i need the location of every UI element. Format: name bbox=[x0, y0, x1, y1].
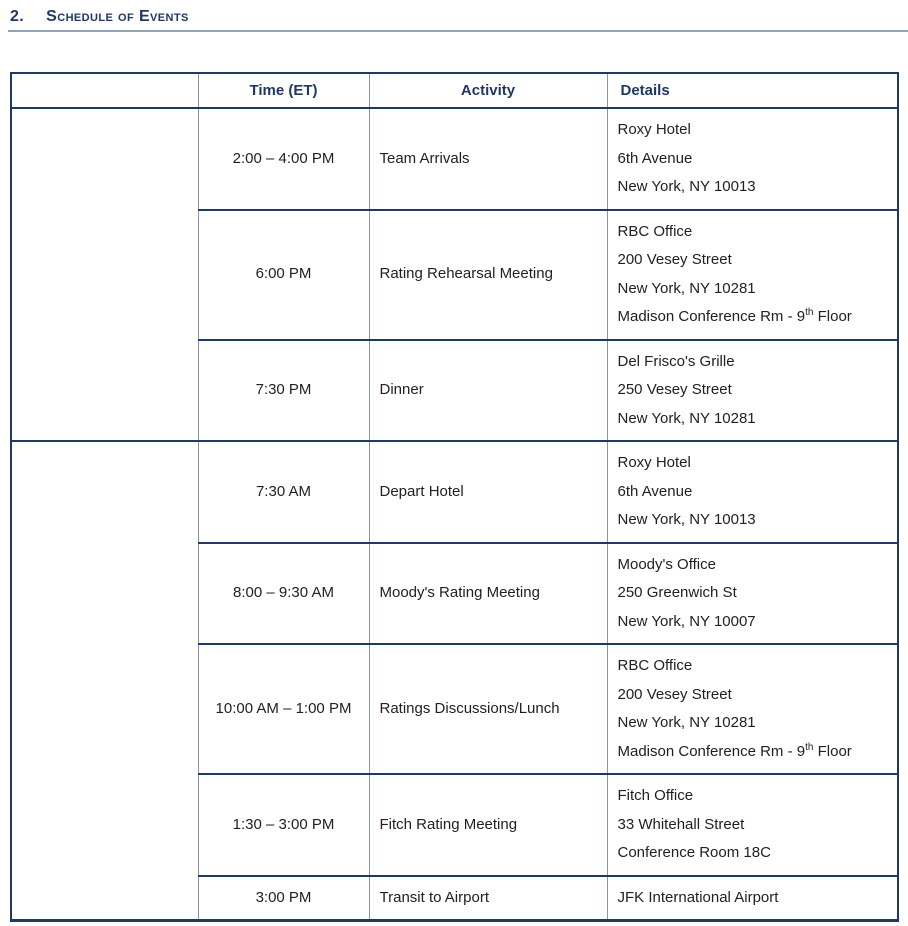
activity-cell: Ratings Discussions/Lunch bbox=[369, 644, 607, 774]
section-title: Schedule of Events bbox=[46, 8, 189, 25]
day-cell bbox=[11, 108, 198, 441]
day-label-line2: August 1st bbox=[68, 276, 141, 295]
day-label-line2: August 2nd bbox=[67, 682, 143, 701]
detail-line: Madison Conference Rm - 9th Floor bbox=[617, 307, 852, 325]
day-label-line1: Tuesday, bbox=[73, 252, 137, 270]
detail-line: JFK International Airport bbox=[617, 888, 779, 906]
table-row bbox=[11, 441, 898, 543]
header-row bbox=[11, 73, 898, 108]
details-cell bbox=[607, 340, 898, 442]
activity-cell: Rating Rehearsal Meeting bbox=[369, 210, 607, 340]
header-activity: Activity bbox=[369, 73, 607, 108]
activity-cell: Fitch Rating Meeting bbox=[369, 774, 607, 876]
detail-line: Roxy Hotel bbox=[617, 121, 691, 138]
time-cell: 7:30 AM bbox=[198, 441, 369, 543]
detail-line: New York, NY 10007 bbox=[617, 612, 756, 630]
time-cell: 3:00 PM bbox=[198, 876, 369, 921]
details-cell bbox=[607, 876, 898, 921]
time-cell: 6:00 PM bbox=[198, 210, 369, 340]
detail-line: Del Frisco's Grille bbox=[617, 352, 735, 370]
activity-cell: Moody's Rating Meeting bbox=[369, 543, 607, 645]
detail-line: RBC Office bbox=[617, 222, 693, 240]
detail-line: 33 Whitehall Street bbox=[617, 815, 745, 833]
table-body bbox=[11, 108, 898, 921]
table-header bbox=[11, 73, 898, 108]
header-day bbox=[11, 73, 198, 108]
detail-line: 250 Vesey Street bbox=[617, 381, 732, 398]
details-cell bbox=[607, 108, 898, 210]
detail-line: Roxy Hotel bbox=[617, 454, 691, 471]
detail-line: Fitch Office bbox=[617, 787, 694, 804]
details-cell bbox=[607, 210, 898, 340]
activity-cell: Dinner bbox=[369, 340, 607, 442]
details-cell bbox=[607, 543, 898, 645]
time-cell: 7:30 PM bbox=[198, 340, 369, 442]
detail-line: 250 Greenwich St bbox=[617, 584, 737, 601]
activity-cell: Depart Hotel bbox=[369, 441, 607, 543]
detail-line: New York, NY 10281 bbox=[617, 409, 756, 427]
day-cell bbox=[11, 441, 198, 921]
detail-line: 200 Vesey Street bbox=[617, 685, 732, 703]
details-cell bbox=[607, 644, 898, 774]
section-number: 2. bbox=[10, 8, 25, 25]
activity-cell: Transit to Airport bbox=[369, 876, 607, 921]
detail-line: Moody's Office bbox=[617, 555, 716, 573]
time-cell: 8:00 – 9:30 AM bbox=[198, 543, 369, 645]
detail-line: New York, NY 10281 bbox=[617, 279, 756, 297]
day-label-line1: Wednesday, bbox=[61, 658, 148, 676]
detail-line: 6th Avenue bbox=[617, 482, 693, 500]
detail-line: Conference Room 18C bbox=[617, 844, 771, 861]
details-cell bbox=[607, 774, 898, 876]
schedule-table bbox=[10, 72, 899, 922]
detail-line: New York, NY 10013 bbox=[617, 178, 756, 195]
detail-line: 6th Avenue bbox=[617, 149, 693, 167]
detail-line: RBC Office bbox=[617, 657, 693, 674]
header-time: Time (ET) bbox=[198, 73, 369, 108]
time-cell: 1:30 – 3:00 PM bbox=[198, 774, 369, 876]
section-heading bbox=[8, 0, 908, 32]
detail-line: New York, NY 10013 bbox=[617, 511, 756, 528]
details-cell bbox=[607, 441, 898, 543]
time-cell: 10:00 AM – 1:00 PM bbox=[198, 644, 369, 774]
time-cell: 2:00 – 4:00 PM bbox=[198, 108, 369, 210]
activity-cell: Team Arrivals bbox=[369, 108, 607, 210]
detail-line: New York, NY 10281 bbox=[617, 714, 756, 731]
header-details: Details bbox=[607, 73, 898, 108]
table-row bbox=[11, 108, 898, 210]
detail-line: Madison Conference Rm - 9th Floor bbox=[617, 741, 852, 760]
detail-line: 200 Vesey Street bbox=[617, 251, 732, 268]
